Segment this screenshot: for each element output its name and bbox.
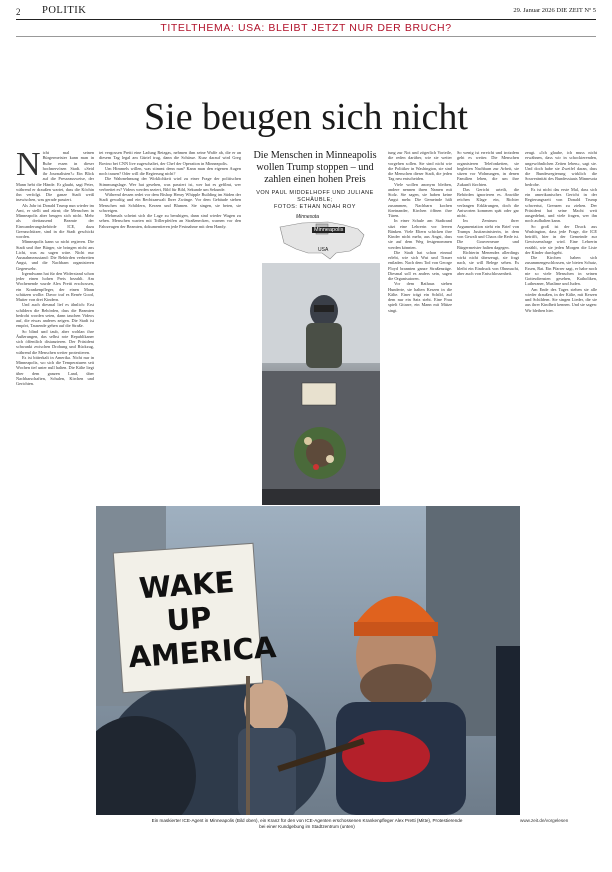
map-label-state: Minnesota — [296, 214, 320, 220]
paragraph: Um Himmels willen, was stimmt denn nun? Kann man den eigenen Augen noch trauen? Oder will die Regierung nicht? — [99, 165, 241, 176]
article-column-4 — [457, 150, 519, 504]
byline-photo: FOTOS: ETHAN NOAH ROY — [274, 204, 356, 210]
paragraph: In einer Schule am Stadtrand sitzt eine Lehrerin vor leeren Bänken. Viele Eltern schicken ihre Kinder nicht mehr, aus Angst, dass sie auf dem Weg festgenommen werden könnten. — [388, 218, 452, 250]
paragraph: Am Ende des Tages stehen sie alle wieder draußen, in der Kälte, mit Kerzen und Schildern. Sie singen Lieder, die sie aus ihrer Kindheit kennen. Und sie sagen: Wir bleiben hier. — [525, 286, 597, 313]
paragraph: Als Jahr ist Donald Trump nun wieder im Amt, er stellt und zürnt; die Menschen in Minneapolis aber beugen sich nicht. Mehr als dreitausend Beamte der Einwanderungsbehörde ICE, dazu Grenzschützer, sind in die Stadt geschickt worden. — [16, 202, 94, 239]
map-label-city: Minneapolis — [314, 227, 344, 233]
kicker: TITELTHEMA: USA: BLEIBT JETZT NUR DER BRUCH? — [160, 22, 452, 34]
paragraph: Viele wollen anonym bleiben, andere nennen ihren Namen mit Stolz. Sie sagen, sie haben keine Angst mehr. Die Gemeinde hält zusammen, Nachbarn kochen füreinander, Kirchen öffnen ihre Türen. — [388, 181, 452, 218]
photo-illustration — [262, 263, 380, 505]
paragraph: zeugt. »Ich glaube, ich muss nicht erwähnen, dass wir in schockierenden, ungewöhnlichen Zeiten leben«, sagt sie. Und doch habe sie Zweifel daran, dass die Bundesregierung wirklich die Souveränität des Bundesstaats Minnesota bedrohe. — [525, 150, 597, 187]
byline — [248, 190, 382, 211]
paragraph: Die Wahrnehmung der Wirklichkeit wird zu einer Frage der politischen Stimmungslage. Wer hat gesehen, was passiert ist, wer hat es gefilmt, wer verbreitet es? Videos werden seziert, Bild für Bild, Sekunde um Sekunde. — [99, 176, 241, 192]
photo-protest-rally — [96, 506, 520, 815]
protest-sign-text: WAKE UP AMERICA — [127, 564, 278, 675]
paragraph: Während dessen redet vor dem Bishop Henry Whipple Building im Süden der Stadt gewaltig und ein Rechtsanwalt Ihrer Zwänge. Vor dem Gebäude stehen Menschen mit Schildern, Kerzen und Blumen. Sie singen, sie beten, sie schweigen. — [99, 192, 241, 213]
paragraph: Die Kirchen haben sich zusammengeschlossen, sie bieten Schutz, Essen, Rat. Ein Pfarrer sagt, er habe noch nie so viele Menschen in seinen Gottesdiensten gesehen, Katholiken, Lutheraner, Muslime und Juden. — [525, 255, 597, 287]
paragraph: Im Zentrum ihrer Argumentation steht ein Brief von Trumps Justizministerin, in dem von Gewalt und Chaos die Rede ist. Die Gouverneure und Bürgermeister halten dagegen. — [457, 218, 519, 250]
paragraph: Nicht mal seinen Bürgermeister kann man in Ruhe essen in dieser hochnervösen Stadt. »Seid ihr Journalisten?« Ein Blick auf die Presseausweise, der Mann hebt die Hände. Er glaubt, sagt Peter, während er draußen wartet, dass die Köchin ihn verfolgt. Die ganze Stadt weiß inzwischen, was gerade passiert. — [16, 150, 94, 203]
header-rule — [16, 19, 596, 20]
locator-map — [272, 213, 372, 263]
byline-authors: VON PAUL MIDDELHOFF UND JULIANE SCHÄUBLE; — [256, 190, 374, 203]
article-column-1 — [16, 150, 94, 822]
deck-text: Die Menschen in Minneapolis wollen Trump stoppen – und zahlen einen hohen Preis — [253, 150, 377, 185]
usa-map-icon — [272, 213, 372, 263]
paragraph: Richterin Menendez allerdings wirkt nicht überzeugt, sie fragt nach, sie will Belege sehen. Es bleibt ein Eindruck von Ohnmacht, aber auch von Entschlossenheit. — [457, 249, 519, 276]
paragraph: Es ist bitterkalt in Amerika. Nicht nur in Minneapolis, wo sich die Temperaturen seit Wochen tief unter null halten. Die Kälte liegt über dem ganzen Land, über Nachbarschaften, Schulen, Kirchen und Gerichten. — [16, 354, 94, 386]
audio-url: www.zeit.de/vorgelesen — [520, 818, 569, 823]
paragraph: Irgendwann hat für den Widerstand schon jeder einen hohen Preis bezahlt. Am Wochenende wurde Alex Pretti erschossen, ein Krankenpfleger, der einen Mann schützen wollte. Davor traf es Renée Good, Mutter von drei Kindern. — [16, 270, 94, 302]
paragraph: tet vergossen Pretti eine Ladung Reizgas, nehmen ihm seine Waffe ab, die er an diesem Tag legal am Gürtel trug, dann die Schüsse. Kurz darauf wird Greg Bovino bei CNN live zugeschaltet, der Chef der Operation in Minneapolis. — [99, 150, 241, 166]
map-label-country: USA — [318, 247, 329, 253]
paragraph: Vor dem Rathaus stehen Hunderte, sie halten Kerzen in die Kälte. Einer trägt ein Schild, auf dem nur ein Satz steht. Eine Frau spielt Gitarre, ein Mann mit Mütze singt. — [388, 281, 452, 313]
paragraph: So groß ist der Druck aus Washington, dass jede Frage, die ICE betrifft, hier in der Gemeinde zur Gewissensfrage wird. Eine Lehrerin erzählt, wie sie jeden Morgen die Liste der Kinder durchgeht. — [525, 223, 597, 255]
photo-caption: Ein maskierter ICE-Agent in Minneapolis (Bild oben), ein Kranz für den von ICE-Agenten erschossenen Krankenpfleger Alex Pretti (Mitte), Protestierende bei einer Kundgebung im Stadtzentrum (unten) — [151, 818, 463, 829]
article-column-5 — [525, 150, 597, 814]
paragraph: Minneapolis kann so nicht regieren. Die Stadt und ihre Bürger, sie bringen nicht ans Licht, was zu sagen wäre. Nicht nur Ausnahmezustand: Die Behörden verbreiten Angst, und die Nachbarn organisieren Gegenwehr. — [16, 239, 94, 271]
section-title: POLITIK — [42, 5, 87, 16]
deck — [248, 150, 382, 211]
paragraph: Und auch diesmal lief es ähnlich: Erst schildern die Behörden, dass die Beamten bedroht worden seien, dann tauchen Videos auf, die etwas anderes zeigen. Die Stadt ist empört, Tausende gehen auf die Straße. — [16, 302, 94, 329]
paragraph: Das Gericht urteilt, die Behörden ignorieren es. Anwälte reichen Klage ein, Richter verlangen Erklärungen, doch die Antworten kommen spät oder gar nicht. — [457, 186, 519, 218]
drop-cap: N — [16, 150, 41, 183]
article-column-2 — [99, 150, 241, 504]
photo-ice-agent-and-wreath — [262, 263, 380, 505]
paragraph: Die Stadt hat schon einmal erlebt, wie sich Wut und Trauer entladen. Nach dem Tod von George Floyd brannten ganze Straßenzüge. Diesmal soll es anders sein, sagen die Organisatoren. — [388, 249, 452, 281]
paragraph: Es ist nicht das erste Mal, dass sich ein amerikanisches Gericht in der Regierungszeit von Donald Trump schwertut, Grenzen zu ziehen. Der Präsident hat seine Macht weit ausgedehnt, und viele fragen, wer ihn noch aufhalten kann. — [525, 186, 597, 224]
date-issue: 29. Januar 2026 DIE ZEIT Nº 5 — [513, 7, 596, 14]
article-column-3 — [388, 150, 452, 504]
headline: Sie beugen sich nicht — [144, 96, 468, 138]
paragraph: Mehrmals scheint sich die Lage zu beruhigen, dann sind wieder Wagen zu sehen. Menschen warten mit Trillerpfeifen an Straßenecken, warnen vor den Fahrzeugen der Beamten, dokumentieren jede Festnahme mit dem Handy. — [99, 213, 241, 229]
paragraph: tung zur Not und zögerlich Vorteile, die reden darüber, wie sie weiter vorgehen sollen. Sie sind nicht wie die Politiker in Washington, sie sind die Menschen dieser Stadt, die jeden Tag neu entscheiden. — [388, 150, 452, 182]
paragraph: So wenig ist erreicht und trotzdem geht es weiter. Die Menschen organisieren Telefonketten, sie begleiten Nachbarn zur Arbeit, sie sitzen vor Wohnungen, in denen Familien leben, die um ihre Zukunft fürchten. — [457, 150, 519, 187]
page-number: 2 — [16, 7, 21, 17]
kicker-rule — [16, 36, 596, 37]
paragraph: So blind und taub, aber wohlan ihre Äußerungen, das selbst rote Republikaner sich öffentlich distanzieren. Der Präsident schwankt zwischen Drohung und Rückzug, während die Menschen weiter protestieren. — [16, 328, 94, 355]
